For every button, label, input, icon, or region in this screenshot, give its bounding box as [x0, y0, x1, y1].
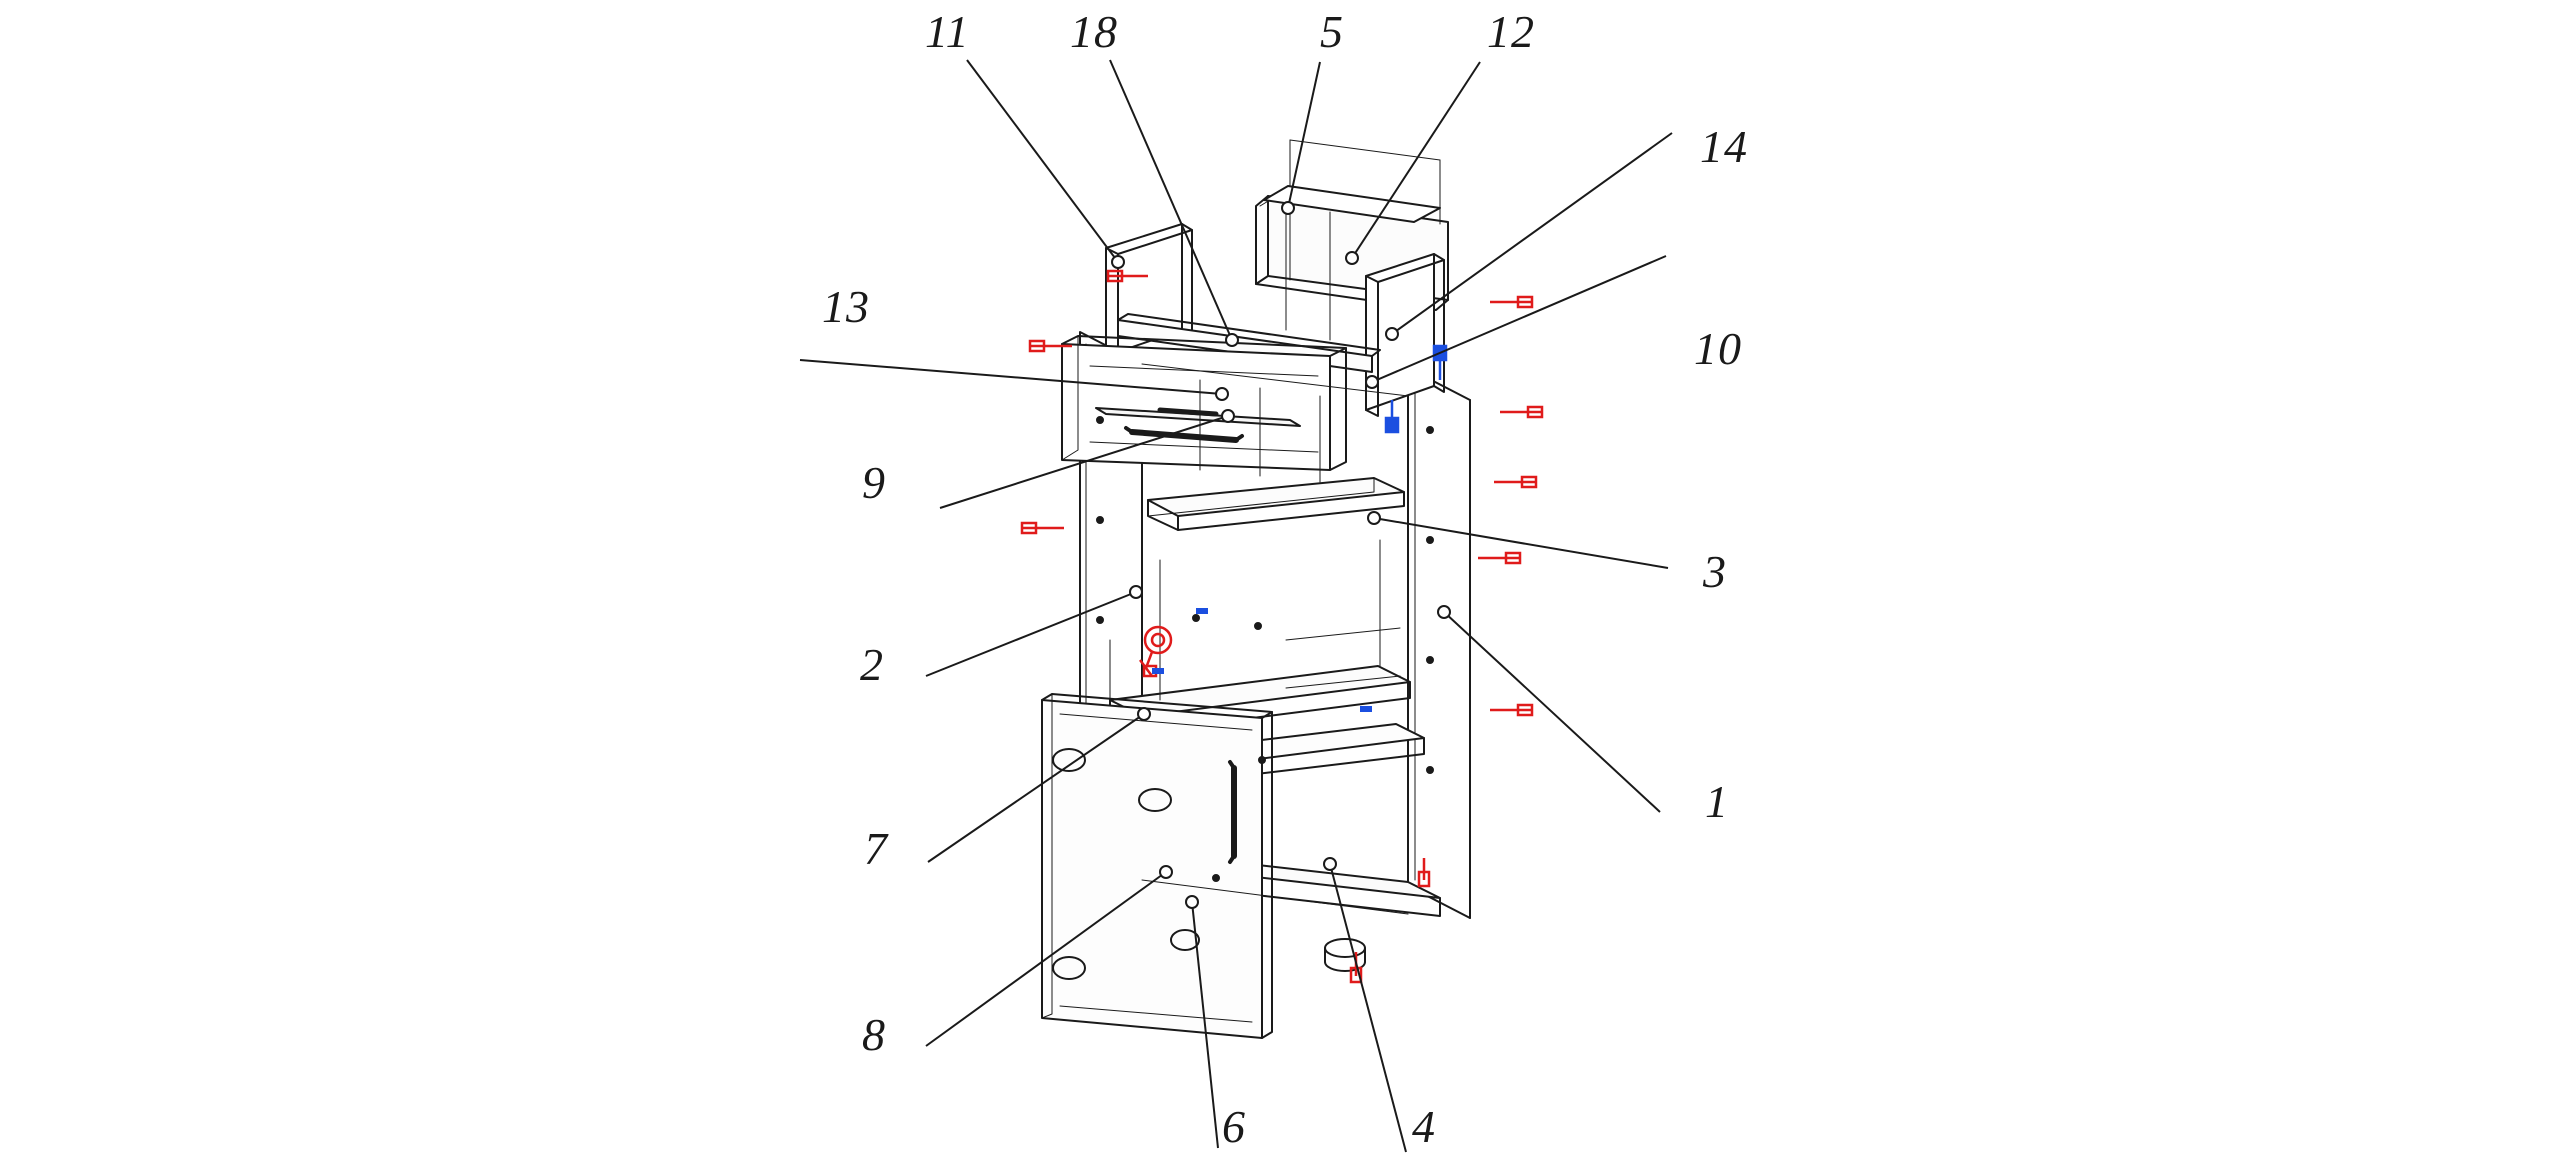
- upper-shelf: [1148, 478, 1404, 530]
- screw-7: [1478, 553, 1520, 563]
- callout-8: 8: [862, 1009, 886, 1060]
- screw-4: [1490, 297, 1532, 307]
- callout-3: 3: [1703, 546, 1727, 597]
- cam-lock: [1145, 627, 1171, 668]
- callout-14: 14: [1700, 121, 1748, 172]
- blue-marker-2: [1152, 668, 1164, 674]
- leader-1: [1444, 612, 1660, 812]
- callout-12: 12: [1487, 6, 1535, 57]
- blue-dowel-2: [1386, 400, 1398, 432]
- callout-6: 6: [1222, 1101, 1246, 1152]
- screw-3: [1022, 523, 1064, 533]
- right-side-panel: [1408, 368, 1470, 918]
- callout-4: 4: [1412, 1101, 1436, 1152]
- leader-5: [1288, 62, 1320, 208]
- callout-9: 9: [862, 457, 886, 508]
- screw-6: [1494, 477, 1536, 487]
- blue-marker-3: [1360, 706, 1372, 712]
- callout-1: 1: [1705, 776, 1729, 827]
- callout-13: 13: [822, 281, 870, 332]
- cabinet-foot: [1325, 939, 1365, 971]
- callout-11: 11: [925, 6, 970, 57]
- blue-marker-1: [1196, 608, 1208, 614]
- screw-8: [1490, 705, 1532, 715]
- callout-10: 10: [1694, 323, 1742, 374]
- callout-7: 7: [864, 823, 888, 874]
- callout-2: 2: [860, 639, 884, 690]
- door-panel: [1042, 694, 1272, 1038]
- leader-11: [967, 60, 1118, 262]
- drawer-assembly: [1062, 336, 1346, 470]
- callout-18: 18: [1070, 6, 1118, 57]
- screw-5: [1500, 407, 1542, 417]
- callout-5: 5: [1320, 6, 1344, 57]
